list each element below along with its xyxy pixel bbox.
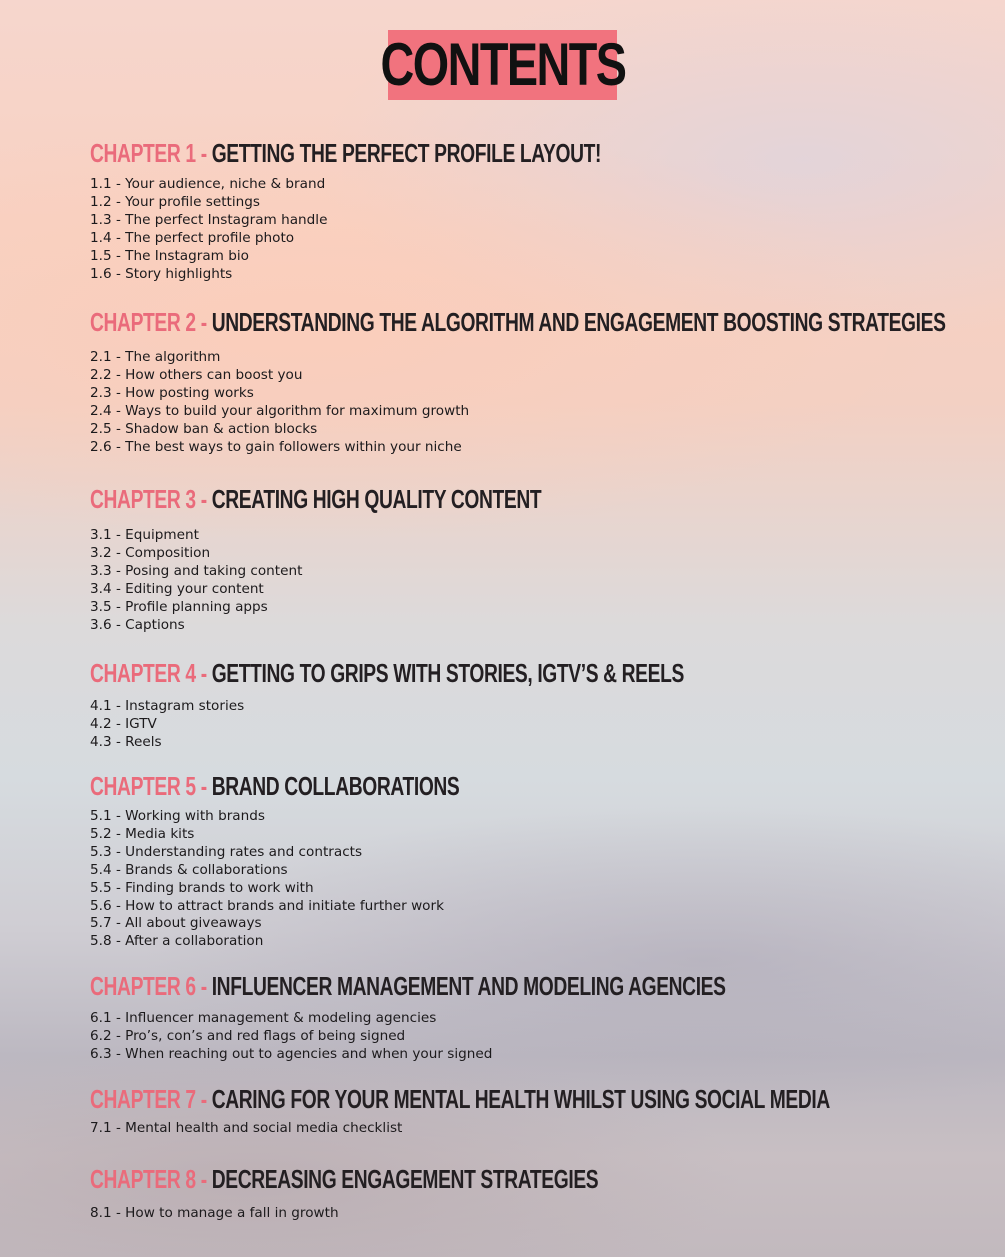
list-item: 6.2 - Pro’s, con’s and red flags of being signed (90, 1027, 406, 1044)
chapter-3 (90, 484, 970, 634)
chapter-title: BRAND COLLABORATIONS (211, 771, 460, 801)
list-item: 4.3 - Reels (90, 733, 162, 750)
list-item: 2.3 - How posting works (90, 384, 254, 401)
list-item: 5.8 - After a collaboration (90, 933, 264, 950)
list-item: 5.1 - Working with brands (90, 808, 265, 824)
list-item: 5.4 - Brands & collaborations (90, 861, 288, 878)
chapter-title: UNDERSTANDING THE ALGORITHM AND ENGAGEMENT BOOSTING STRATEGIES (211, 307, 946, 337)
chapter-number: CHAPTER 3 - (90, 484, 212, 514)
list-item: 2.4 - Ways to build your algorithm for maximum growth (90, 402, 470, 419)
list-item: 6.3 - When reaching out to agencies and when your signed (90, 1045, 493, 1062)
chapter-items (90, 1010, 970, 1064)
chapter-2 (90, 307, 970, 456)
list-item: 5.5 - Finding brands to work with (90, 879, 314, 896)
list-item: 5.7 - All about giveaways (90, 915, 262, 932)
list-item: 8.1 - How to manage a fall in growth (90, 1205, 339, 1221)
chapter-items (90, 176, 970, 283)
chapter-number: CHAPTER 1 - (90, 138, 212, 168)
chapter-heading (90, 658, 741, 688)
chapter-heading (90, 771, 741, 801)
list-item: 1.4 - The perfect profile photo (90, 229, 295, 246)
chapter-5 (90, 771, 970, 951)
list-item: 2.5 - Shadow ban & action blocks (90, 420, 318, 437)
chapter-title: CARING FOR YOUR MENTAL HEALTH WHILST USING SOCIAL MEDIA (211, 1084, 830, 1114)
list-item: 1.1 - Your audience, niche & brand (90, 176, 326, 192)
list-item: 3.5 - Profile planning apps (90, 598, 268, 615)
chapter-items (90, 808, 970, 951)
list-item: 5.6 - How to attract brands and initiate further work (90, 897, 444, 914)
list-item: 2.1 - The algorithm (90, 349, 221, 365)
chapter-heading (90, 971, 741, 1001)
list-item: 5.2 - Media kits (90, 825, 195, 842)
chapter-7 (90, 1084, 970, 1138)
list-item: 2.2 - How others can boost you (90, 366, 303, 383)
list-item: 2.6 - The best ways to gain followers within your niche (90, 438, 462, 455)
list-item: 3.2 - Composition (90, 544, 211, 561)
chapter-items (90, 1120, 970, 1138)
chapter-items (90, 1205, 970, 1223)
list-item: 3.1 - Equipment (90, 527, 199, 543)
chapter-title: CREATING HIGH QUALITY CONTENT (211, 484, 542, 514)
chapter-items (90, 698, 970, 752)
chapter-heading (90, 484, 741, 514)
chapter-6 (90, 971, 970, 1064)
chapter-title: GETTING TO GRIPS WITH STORIES, IGTV’S & REELS (211, 658, 684, 688)
chapter-number: CHAPTER 4 - (90, 658, 212, 688)
list-item: 1.2 - Your profile settings (90, 193, 260, 210)
chapter-1 (90, 138, 970, 283)
chapter-number: CHAPTER 8 - (90, 1164, 212, 1194)
chapter-number: CHAPTER 2 - (90, 307, 212, 337)
list-item: 3.3 - Posing and taking content (90, 562, 303, 579)
list-item: 7.1 - Mental health and social media checklist (90, 1120, 403, 1136)
chapter-number: CHAPTER 7 - (90, 1084, 212, 1114)
list-item: 1.5 - The Instagram bio (90, 247, 249, 264)
chapter-heading (90, 1164, 741, 1194)
chapter-items (90, 527, 970, 634)
list-item: 1.3 - The perfect Instagram handle (90, 211, 328, 228)
chapter-items (90, 349, 970, 456)
chapter-title: DECREASING ENGAGEMENT STRATEGIES (211, 1164, 599, 1194)
chapter-heading (90, 307, 946, 337)
chapter-title: GETTING THE PERFECT PROFILE LAYOUT! (211, 138, 602, 168)
chapter-8 (90, 1164, 970, 1223)
chapter-title: INFLUENCER MANAGEMENT AND MODELING AGENCIES (211, 971, 726, 1001)
chapter-heading (90, 1084, 830, 1114)
chapter-4 (90, 658, 970, 752)
chapter-number: CHAPTER 6 - (90, 971, 212, 1001)
list-item: 3.4 - Editing your content (90, 580, 264, 597)
list-item: 1.6 - Story highlights (90, 265, 233, 282)
list-item: 4.1 - Instagram stories (90, 698, 245, 714)
list-item: 4.2 - IGTV (90, 715, 157, 732)
list-item: 5.3 - Understanding rates and contracts (90, 843, 363, 860)
contents-banner (380, 30, 625, 100)
chapter-number: CHAPTER 5 - (90, 771, 212, 801)
list-item: 3.6 - Captions (90, 616, 185, 633)
page-title: CONTENTS (380, 31, 625, 98)
list-item: 6.1 - Influencer management & modeling agencies (90, 1010, 437, 1026)
chapter-heading (90, 138, 741, 168)
